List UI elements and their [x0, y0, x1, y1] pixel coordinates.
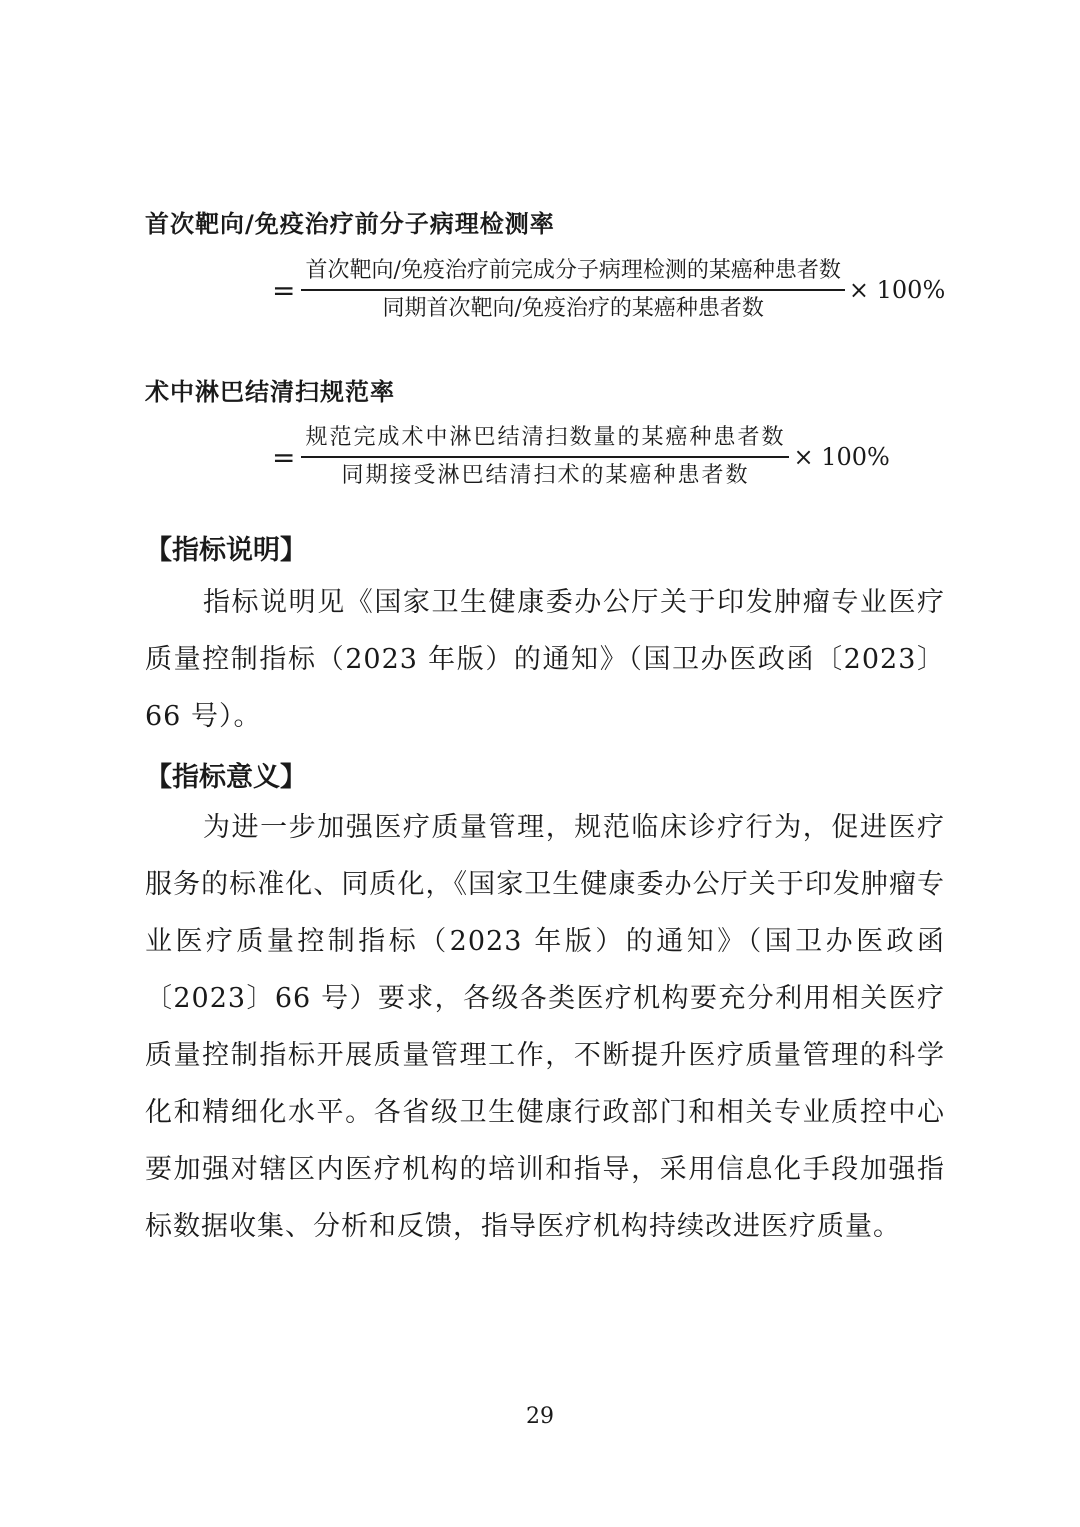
- multiplier: × 100%: [793, 443, 890, 471]
- section-heading-indicator-description: 【指标说明】: [145, 535, 307, 566]
- equals-sign: =: [272, 273, 296, 307]
- fraction: [301, 256, 844, 324]
- formula-lymph-node-dissection-rate: [272, 423, 890, 491]
- section-heading-indicator-significance: 【指标意义】: [145, 762, 307, 793]
- formula-molecular-testing-rate: [272, 256, 945, 324]
- numerator: 规范完成术中淋巴结清扫数量的某癌种患者数: [305, 425, 786, 450]
- fraction-bar: [301, 456, 789, 458]
- formula-title-lymph-node-dissection-rate: 术中淋巴结清扫规范率: [145, 378, 395, 406]
- fraction: [301, 423, 789, 491]
- denominator: 同期接受淋巴结清扫术的某癌种患者数: [341, 463, 750, 488]
- equals-sign: =: [272, 440, 296, 474]
- formula-title-molecular-testing-rate: 首次靶向/免疫治疗前分子病理检测率: [145, 210, 555, 238]
- paragraph-indicator-significance: 为进一步加强医疗质量管理，规范临床诊疗行为，促进医疗服务的标准化、同质化，《国家卫生健康委办公厅关于印发肿瘤专业医疗质量控制指标（2023 年版）的通知》（国卫办医政函〔2023〕66 号）要求，各级各类医疗机构要充分利用相关医疗质量控制指标开展质量管理工作，不断提升医疗质量管理的科学化和精细化水平。各省级卫生健康行政部门和相关专业质控中心要加强对辖区内医疗机构的培训和指导，采用信息化手段加强指标数据收集、分析和反馈，指导医疗机构持续改进医疗质量。: [145, 812, 945, 1242]
- numerator: 首次靶向/免疫治疗前完成分子病理检测的某癌种患者数: [305, 258, 841, 283]
- fraction-bar: [301, 289, 844, 291]
- denominator: 同期首次靶向/免疫治疗的某癌种患者数: [382, 296, 764, 321]
- paragraph-indicator-description: 指标说明见《国家卫生健康委办公厅关于印发肿瘤专业医疗质量控制指标（2023 年版）的通知》（国卫办医政函〔2023〕66 号）。: [145, 587, 945, 732]
- page-number: 29: [526, 1404, 554, 1429]
- multiplier: × 100%: [848, 276, 946, 304]
